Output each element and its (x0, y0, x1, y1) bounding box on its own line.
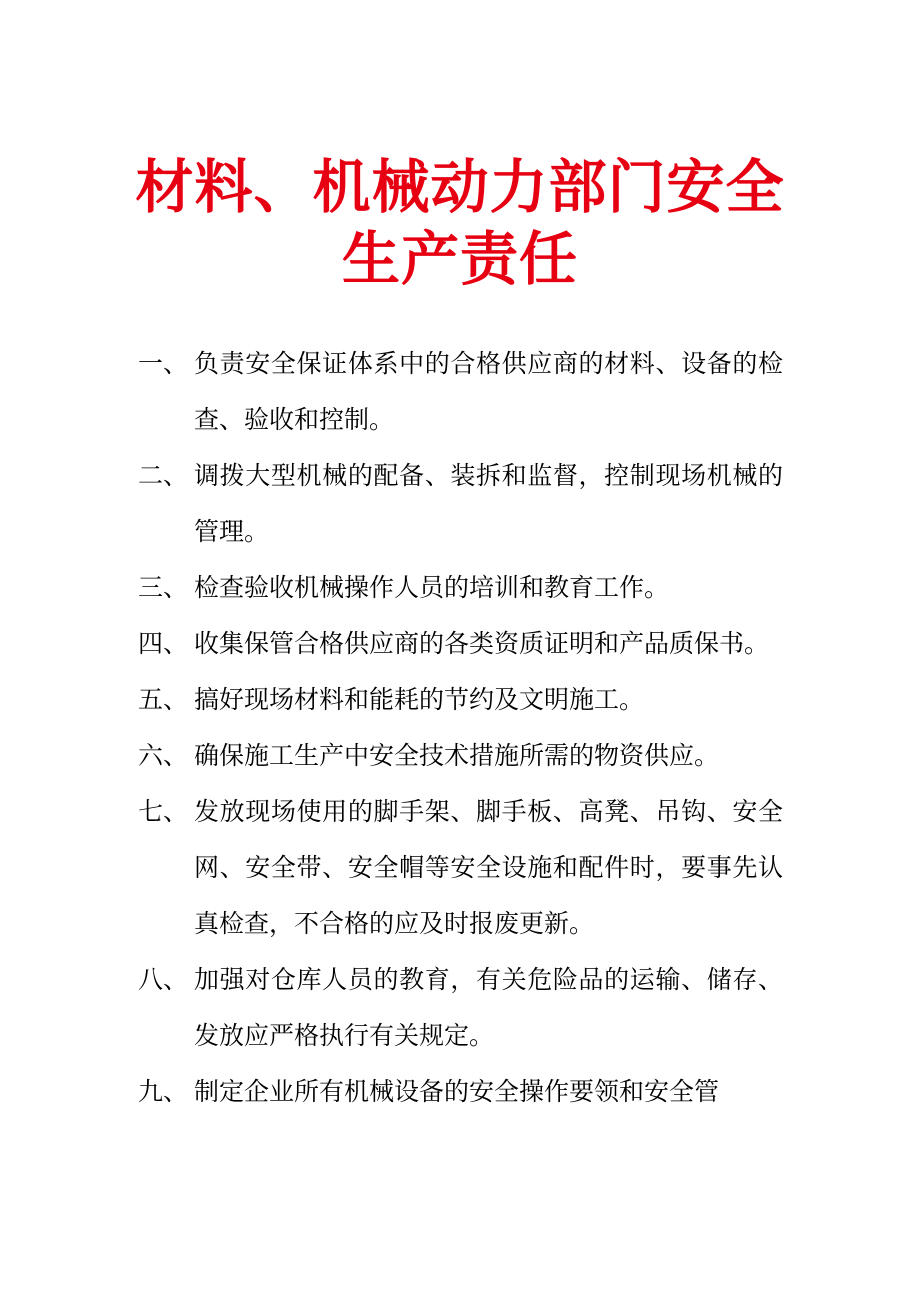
item-number: 七、 (138, 797, 189, 826)
list-item (138, 616, 783, 672)
item-text: 确保施工生产中安全技术措施所需的物资供应。 (194, 741, 720, 770)
item-text: 加强对仓库人员的教育，有关危险品的运输、储存、发放应严格执行有关规定。 (194, 965, 783, 1050)
item-number: 三、 (138, 573, 189, 602)
item-number: 二、 (138, 461, 189, 490)
list-item (138, 952, 783, 1064)
item-text: 调拨大型机械的配备、装拆和监督，控制现场机械的管理。 (194, 461, 783, 546)
list-item (138, 1064, 783, 1120)
item-number: 一、 (138, 349, 189, 378)
item-text: 收集保管合格供应商的各类资质证明和产品质保书。 (194, 629, 770, 658)
list-item (138, 728, 783, 784)
list-item (138, 336, 783, 448)
item-text: 负责安全保证体系中的合格供应商的材料、设备的检查、验收和控制。 (194, 349, 783, 434)
item-text: 检查验收机械操作人员的培训和教育工作。 (194, 573, 670, 602)
item-number: 四、 (138, 629, 189, 658)
item-text: 制定企业所有机械设备的安全操作要领和安全管 (194, 1077, 720, 1106)
title-line-2: 生产责任 (341, 224, 578, 293)
item-number: 五、 (138, 685, 189, 714)
list-item (138, 784, 783, 952)
item-number: 六、 (138, 741, 189, 770)
list-item (138, 672, 783, 728)
list-item (138, 560, 783, 616)
item-text: 搞好现场材料和能耗的节约及文明施工。 (194, 685, 645, 714)
item-number: 九、 (138, 1077, 189, 1106)
item-number: 八、 (138, 965, 189, 994)
responsibility-list (138, 336, 783, 1120)
title-line-1: 材料、机械动力部门安全 (135, 152, 785, 221)
list-item (138, 448, 783, 560)
item-text: 发放现场使用的脚手架、脚手板、高凳、吊钩、安全网、安全带、安全帽等安全设施和配件时，要事先认真检查，不合格的应及时报废更新。 (194, 797, 783, 938)
page-title (100, 151, 820, 295)
